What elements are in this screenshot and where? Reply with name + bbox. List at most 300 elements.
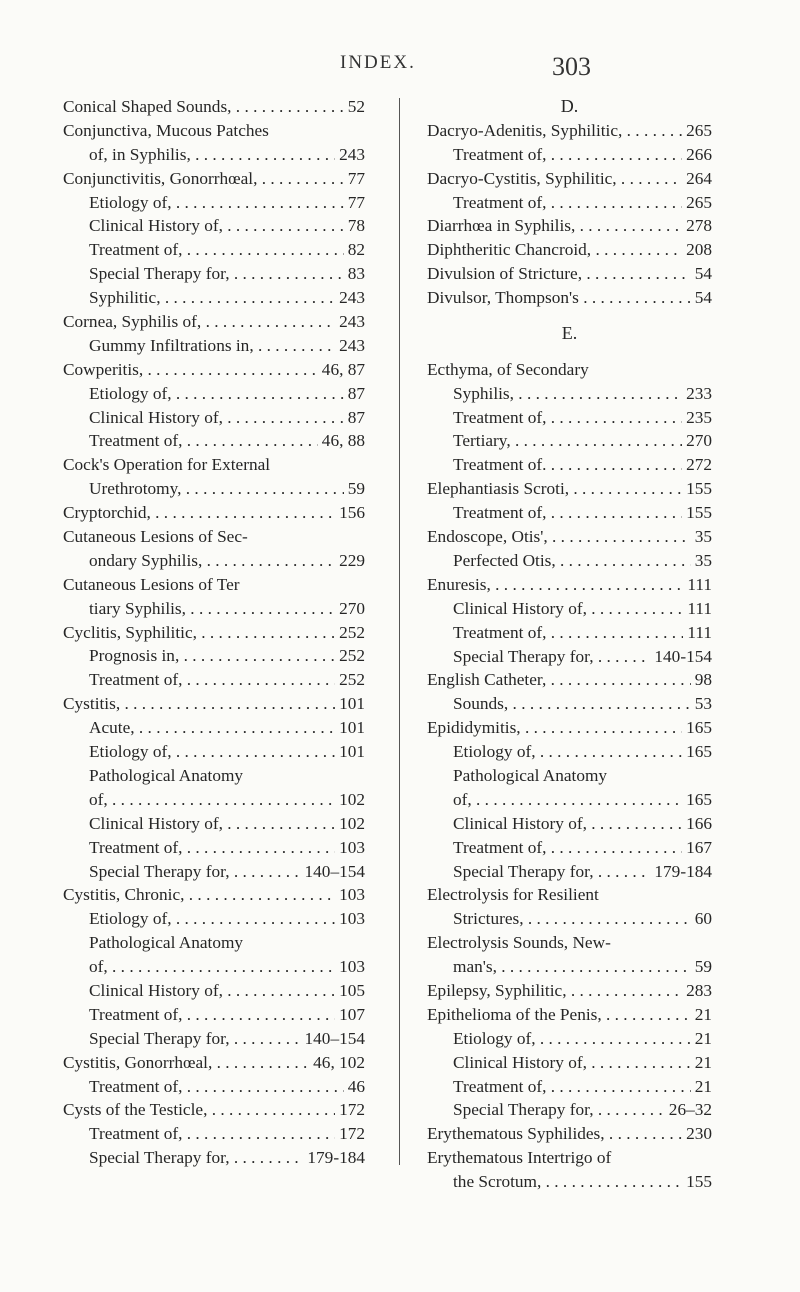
entry-label: Special Therapy for, <box>453 1100 594 1120</box>
index-entry <box>427 740 712 764</box>
dot-leader <box>223 979 335 1003</box>
index-entry <box>427 716 712 740</box>
index-entry <box>427 1146 712 1170</box>
section-d-entries <box>427 119 712 310</box>
entry-label: Acute, <box>89 718 135 738</box>
dot-leader <box>269 119 365 143</box>
entry-label: Conjunctiva, Mucous Patches <box>63 120 269 140</box>
dot-leader <box>181 477 343 501</box>
dot-leader <box>172 191 344 215</box>
index-entry <box>427 907 712 931</box>
index-entry <box>427 525 712 549</box>
entry-page-reference: 111 <box>687 574 712 594</box>
dot-leader <box>546 668 690 692</box>
index-entry <box>427 167 712 191</box>
entry-label: Erythematous Syphilides, <box>427 1124 605 1144</box>
entry-page-reference: 252 <box>339 670 365 690</box>
index-entry <box>63 453 365 477</box>
entry-label: Strictures, <box>453 909 524 929</box>
index-entry <box>427 692 712 716</box>
dot-leader <box>524 907 691 931</box>
entry-page-reference: 103 <box>339 909 365 929</box>
index-entry <box>63 167 365 191</box>
dot-leader <box>491 573 684 597</box>
index-entry <box>63 143 365 167</box>
entry-label: Etiology of, <box>89 383 172 403</box>
dot-leader <box>120 692 335 716</box>
entry-page-reference: 208 <box>686 240 712 260</box>
entry-label: Diarrhœa in Syphilis, <box>427 216 576 236</box>
entry-page-reference: 140–154 <box>304 1028 365 1048</box>
entry-label: Diphtheritic Chancroid, <box>427 240 592 260</box>
dot-leader <box>179 644 335 668</box>
section-heading-e: E. <box>561 323 578 344</box>
dot-leader <box>587 1051 691 1075</box>
index-entry <box>63 429 365 453</box>
index-entry <box>63 740 365 764</box>
index-entry <box>427 836 712 860</box>
entry-page-reference: 21 <box>694 1028 712 1048</box>
dot-leader <box>201 310 335 334</box>
entry-page-reference: 243 <box>339 312 365 332</box>
entry-page-reference: 101 <box>339 718 365 738</box>
dot-leader <box>546 143 682 167</box>
entry-label: Tertiary, <box>453 431 511 451</box>
entry-label: Treatment of, <box>89 1124 183 1144</box>
entry-label: Clinical History of, <box>89 216 223 236</box>
dot-leader <box>243 764 365 788</box>
dot-leader <box>182 1003 335 1027</box>
index-entry <box>63 1122 365 1146</box>
index-entry <box>63 668 365 692</box>
entry-label: Treatment of. <box>453 455 547 475</box>
entry-label: Special Therapy for, <box>453 646 594 666</box>
entry-label: Etiology of, <box>453 742 536 762</box>
entry-page-reference: 87 <box>347 383 365 403</box>
entry-label: Enuresis, <box>427 574 491 594</box>
entry-label: Special Therapy for, <box>453 861 594 881</box>
entry-label: Cyclitis, Syphilitic, <box>63 622 197 642</box>
entry-label: Etiology of, <box>89 742 172 762</box>
entry-label: Treatment of, <box>89 1076 183 1096</box>
entry-label: Pathological Anatomy <box>89 933 244 953</box>
entry-label: Dacryo-Cystitis, Syphilitic, <box>427 168 617 188</box>
entry-page-reference: 229 <box>339 550 365 570</box>
index-entry <box>63 286 365 310</box>
entry-page-reference: 272 <box>686 455 712 475</box>
entry-page-reference: 230 <box>686 1124 712 1144</box>
dot-leader <box>108 955 335 979</box>
entry-page-reference: 46, 88 <box>321 431 365 451</box>
dot-leader <box>541 1170 682 1194</box>
entry-page-reference: 102 <box>339 813 365 833</box>
index-entry <box>427 979 712 1003</box>
index-entry <box>63 119 365 143</box>
entry-page-reference: 266 <box>686 144 712 164</box>
entry-page-reference: 21 <box>694 1076 712 1096</box>
index-entry <box>63 788 365 812</box>
entry-label: Divulsion of Stricture, <box>427 264 583 284</box>
entry-page-reference: 54 <box>694 264 712 284</box>
index-entry <box>427 1027 712 1051</box>
entry-page-reference: 264 <box>686 168 712 188</box>
entry-page-reference: 35 <box>694 527 712 547</box>
entry-page-reference: 243 <box>339 144 365 164</box>
entry-label: Clinical History of, <box>89 407 223 427</box>
index-entry <box>427 119 712 143</box>
entry-page-reference: 35 <box>694 550 712 570</box>
entry-page-reference: 243 <box>339 335 365 355</box>
dot-leader <box>270 453 365 477</box>
entry-label: Conical Shaped Sounds, <box>63 97 232 116</box>
index-entry <box>63 836 365 860</box>
entry-label: tiary Syphilis, <box>89 598 186 618</box>
entry-label: of, in Syphilis, <box>89 144 191 164</box>
index-entry <box>427 1170 712 1194</box>
dot-leader <box>248 525 365 549</box>
entry-page-reference: 265 <box>686 120 712 140</box>
entry-page-reference: 78 <box>347 216 365 236</box>
dot-leader <box>184 883 335 907</box>
index-entry <box>427 1122 712 1146</box>
entry-label: Treatment of, <box>453 192 547 212</box>
dot-leader <box>197 621 335 645</box>
entry-label: Sounds, <box>453 694 509 714</box>
entry-page-reference: 103 <box>339 957 365 977</box>
entry-page-reference: 165 <box>686 789 712 809</box>
dot-leader <box>135 716 335 740</box>
dot-leader <box>546 501 682 525</box>
index-entry <box>63 812 365 836</box>
entry-label: ondary Syphilis, <box>89 550 203 570</box>
running-header: INDEX. <box>340 52 416 73</box>
dot-leader <box>182 1122 335 1146</box>
entry-page-reference: 103 <box>339 837 365 857</box>
entry-label: Clinical History of, <box>89 813 223 833</box>
index-entry <box>427 143 712 167</box>
entry-page-reference: 166 <box>686 813 712 833</box>
entry-page-reference: 172 <box>339 1124 365 1144</box>
index-entry <box>427 1003 712 1027</box>
index-entry <box>63 979 365 1003</box>
dot-leader <box>172 907 336 931</box>
entry-page-reference: 270 <box>686 431 712 451</box>
entry-label: Ecthyma, of Secondary <box>427 359 589 379</box>
index-entry <box>63 692 365 716</box>
entry-label: Treatment of, <box>89 1004 183 1024</box>
entry-label: man's, <box>453 957 497 977</box>
index-entry <box>63 764 365 788</box>
dot-leader <box>622 119 682 143</box>
index-entry <box>427 477 712 501</box>
entry-page-reference: 233 <box>686 383 712 403</box>
dot-leader <box>594 1098 665 1122</box>
entry-label: Treatment of, <box>89 837 183 857</box>
index-entry <box>63 262 365 286</box>
column-divider <box>399 98 400 1165</box>
entry-page-reference: 265 <box>686 192 712 212</box>
entry-label: Treatment of, <box>453 144 547 164</box>
dot-leader <box>230 1027 301 1051</box>
entry-label: Treatment of, <box>453 837 547 857</box>
entry-page-reference: 53 <box>694 694 712 714</box>
index-entry <box>63 358 365 382</box>
entry-label: Perfected Otis, <box>453 550 556 570</box>
entry-label: Epilepsy, Syphilitic, <box>427 980 567 1000</box>
dot-leader <box>587 812 682 836</box>
index-entry <box>427 382 712 406</box>
index-entry <box>427 668 712 692</box>
index-entry <box>427 621 712 645</box>
entry-label: Etiology of, <box>89 909 172 929</box>
entry-label: Pathological Anatomy <box>89 765 244 785</box>
index-entry <box>427 429 712 453</box>
index-entry <box>427 1098 712 1122</box>
index-entry <box>63 621 365 645</box>
entry-label: Treatment of, <box>89 670 183 690</box>
entry-page-reference: 140–154 <box>304 861 365 881</box>
entry-label: Gummy Infiltrations in, <box>89 335 254 355</box>
dot-leader <box>602 1003 691 1027</box>
entry-label: Electrolysis Sounds, New- <box>427 933 611 953</box>
entry-label: Cutaneous Lesions of Sec- <box>63 527 248 547</box>
dot-leader <box>579 286 691 310</box>
index-entry <box>63 1075 365 1099</box>
dot-leader <box>611 931 712 955</box>
dot-leader <box>594 645 651 669</box>
index-entry <box>63 406 365 430</box>
dot-leader <box>182 429 317 453</box>
entry-label: English Catheter, <box>427 670 547 690</box>
entry-label: Erythematous Intertrigo of <box>427 1148 612 1168</box>
entry-page-reference: 140-154 <box>654 646 712 666</box>
entry-label: Cutaneous Lesions of Ter <box>63 574 240 594</box>
dot-leader <box>548 525 691 549</box>
entry-page-reference: 167 <box>686 837 712 857</box>
index-entry <box>63 191 365 215</box>
dot-leader <box>508 692 690 716</box>
index-entry <box>427 883 712 907</box>
entry-label: Clinical History of, <box>89 980 223 1000</box>
dot-leader <box>514 382 682 406</box>
dot-leader <box>611 1146 712 1170</box>
entry-page-reference: 87 <box>347 407 365 427</box>
entry-label: Syphilis, <box>453 383 514 403</box>
index-entry <box>427 214 712 238</box>
entry-label: Cryptorchid, <box>63 503 151 523</box>
entry-label: Cowperitis, <box>63 359 144 379</box>
index-entry <box>63 573 365 597</box>
entry-label: Syphilitic, <box>89 288 161 308</box>
entry-page-reference: 283 <box>686 980 712 1000</box>
entry-page-reference: 101 <box>339 742 365 762</box>
dot-leader <box>472 788 682 812</box>
index-entry <box>427 1051 712 1075</box>
index-entry <box>63 477 365 501</box>
entry-label: of, <box>89 957 108 977</box>
entry-page-reference: 165 <box>686 718 712 738</box>
dot-leader <box>546 453 682 477</box>
entry-label: Clinical History of, <box>453 813 587 833</box>
entry-label: Clinical History of, <box>453 598 587 618</box>
entry-page-reference: 252 <box>339 622 365 642</box>
dot-leader <box>546 191 682 215</box>
dot-leader <box>207 1098 335 1122</box>
entry-label: Prognosis in, <box>89 646 180 666</box>
index-entry <box>427 501 712 525</box>
entry-page-reference: 252 <box>339 646 365 666</box>
entry-page-reference: 278 <box>686 216 712 236</box>
index-column-right <box>427 95 712 1194</box>
index-entry <box>427 453 712 477</box>
index-entry <box>63 1051 365 1075</box>
index-entry <box>63 860 365 884</box>
dot-leader <box>607 764 712 788</box>
index-entry <box>427 955 712 979</box>
dot-leader <box>587 597 683 621</box>
dot-leader <box>546 406 682 430</box>
index-entry <box>63 931 365 955</box>
section-heading-d: D. <box>560 96 579 116</box>
entry-label: Treatment of, <box>453 622 547 642</box>
entry-page-reference: 165 <box>686 742 712 762</box>
entry-label: Treatment of, <box>89 240 183 260</box>
dot-leader <box>617 167 682 191</box>
index-entry <box>427 860 712 884</box>
dot-leader <box>575 214 682 238</box>
entry-page-reference: 111 <box>687 598 712 618</box>
dot-leader <box>556 549 691 573</box>
entry-page-reference: 98 <box>694 670 712 690</box>
index-entry <box>63 334 365 358</box>
entry-label: Cystitis, Chronic, <box>63 885 185 905</box>
dot-leader <box>569 477 682 501</box>
entry-label: Cysts of the Testicle, <box>63 1100 208 1120</box>
entry-page-reference: 103 <box>339 885 365 905</box>
entry-label: Epididymitis, <box>427 718 521 738</box>
entry-page-reference: 179-184 <box>307 1148 365 1168</box>
index-entry <box>427 238 712 262</box>
entry-label: Cystitis, Gonorrhœal, <box>63 1052 213 1072</box>
entry-label: Clinical History of, <box>453 1052 587 1072</box>
dot-leader <box>511 429 682 453</box>
entry-page-reference: 60 <box>694 909 712 929</box>
dot-leader <box>582 262 691 286</box>
entry-page-reference: 270 <box>339 598 365 618</box>
index-entry <box>427 573 712 597</box>
index-entry <box>63 907 365 931</box>
entry-page-reference: 77 <box>347 192 365 212</box>
index-entry <box>427 262 712 286</box>
section-e-entries <box>427 358 712 1194</box>
entry-label: Dacryo-Adenitis, Syphilitic, <box>427 120 623 140</box>
dot-leader <box>240 573 365 597</box>
index-entry <box>427 931 712 955</box>
entry-label: Electrolysis for Resilient <box>427 885 599 905</box>
entry-page-reference: 155 <box>686 503 712 523</box>
index-entry <box>63 310 365 334</box>
entry-page-reference: 155 <box>686 479 712 499</box>
dot-leader <box>591 238 682 262</box>
dot-leader <box>182 836 335 860</box>
dot-leader <box>212 1051 309 1075</box>
entry-page-reference: 46 <box>347 1076 365 1096</box>
entry-page-reference: 52 <box>347 97 365 116</box>
page-number: 303 <box>552 52 591 81</box>
entry-label: the Scrotum, <box>453 1172 542 1192</box>
index-entry <box>63 1146 365 1170</box>
entry-page-reference: 179-184 <box>654 861 712 881</box>
entry-label: Endoscope, Otis', <box>427 527 548 547</box>
entry-label: Etiology of, <box>89 192 172 212</box>
dot-leader <box>521 716 682 740</box>
entry-label: Divulsor, Thompson's <box>427 288 579 308</box>
dot-leader <box>172 382 344 406</box>
dot-leader <box>161 286 336 310</box>
dot-leader <box>182 1075 343 1099</box>
index-entry <box>63 955 365 979</box>
dot-leader <box>182 238 343 262</box>
dot-leader <box>230 262 344 286</box>
entry-page-reference: 46, 87 <box>321 359 365 379</box>
entry-page-reference: 46, 102 <box>313 1052 365 1072</box>
dot-leader <box>223 812 335 836</box>
index-entry <box>63 644 365 668</box>
entry-page-reference: 59 <box>694 957 712 977</box>
dot-leader <box>254 334 335 358</box>
index-entry <box>63 95 365 119</box>
entry-label: Treatment of, <box>453 407 547 427</box>
index-entry <box>427 645 712 669</box>
entry-label: Etiology of, <box>453 1028 536 1048</box>
entry-label: Treatment of, <box>453 503 547 523</box>
dot-leader <box>567 979 683 1003</box>
dot-leader <box>546 836 682 860</box>
entry-label: Conjunctivitis, Gonorrhœal, <box>63 168 258 188</box>
entry-label: Cornea, Syphilis of, <box>63 312 202 332</box>
dot-leader <box>257 167 343 191</box>
entry-page-reference: 83 <box>347 264 365 284</box>
entry-label: Cystitis, <box>63 694 121 714</box>
dot-leader <box>497 955 691 979</box>
entry-label: of, <box>453 789 472 809</box>
dot-leader <box>605 1122 682 1146</box>
index-entry <box>427 597 712 621</box>
entry-label: Elephantiasis Scroti, <box>427 479 570 499</box>
dot-leader <box>589 358 712 382</box>
index-entry <box>63 883 365 907</box>
dot-leader <box>594 860 651 884</box>
dot-leader <box>108 788 335 812</box>
entry-page-reference: 235 <box>686 407 712 427</box>
entry-page-reference: 102 <box>339 789 365 809</box>
dot-leader <box>599 883 712 907</box>
entry-page-reference: 59 <box>347 479 365 499</box>
index-entry <box>427 788 712 812</box>
dot-leader <box>546 1075 690 1099</box>
entry-page-reference: 105 <box>339 980 365 1000</box>
dot-leader <box>546 621 683 645</box>
entry-page-reference: 26–32 <box>668 1100 712 1120</box>
entry-page-reference: 107 <box>339 1004 365 1024</box>
dot-leader <box>182 668 335 692</box>
index-entry <box>427 286 712 310</box>
entry-page-reference: 111 <box>687 622 712 642</box>
index-entry <box>63 525 365 549</box>
dot-leader <box>172 740 336 764</box>
entry-label: Epithelioma of the Penis, <box>427 1004 602 1024</box>
index-entry <box>63 501 365 525</box>
